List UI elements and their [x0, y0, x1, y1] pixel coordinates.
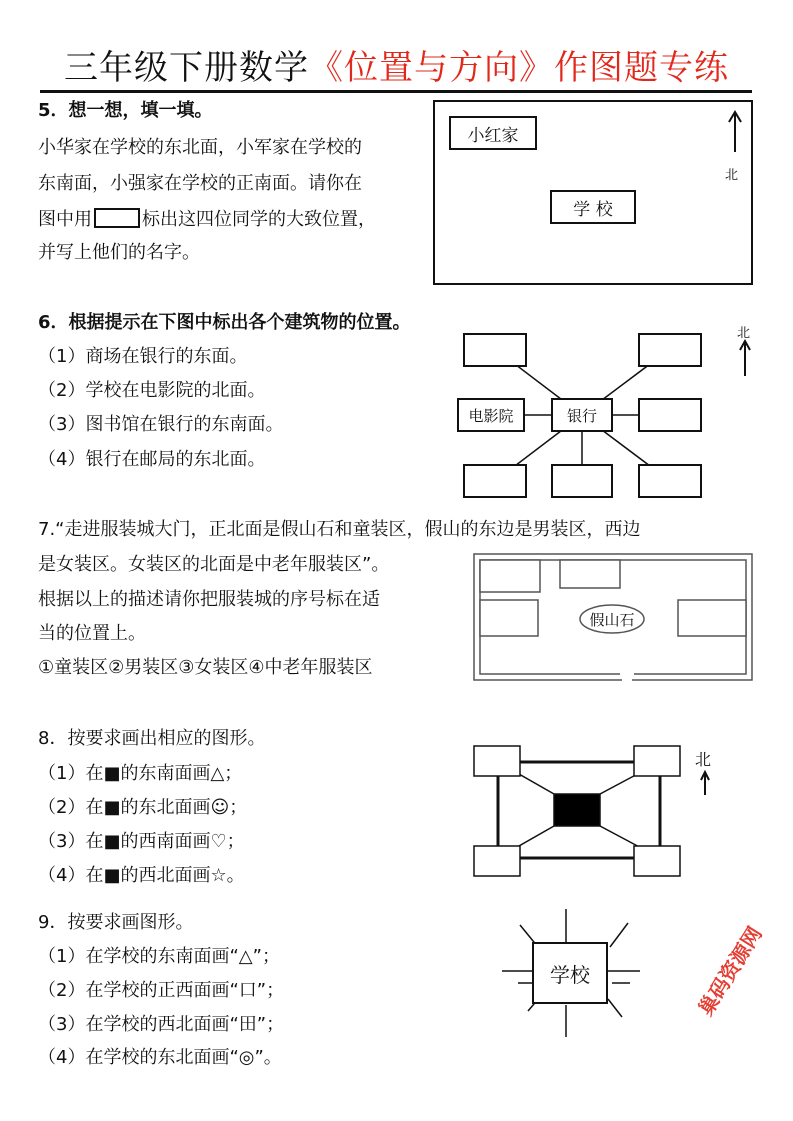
q6-north-arrow-icon — [737, 338, 753, 380]
q6-blank-east — [638, 398, 702, 432]
q8-item-1: （1）在■的东南面画△； — [38, 763, 243, 784]
q5-line3-pre: 图中用 — [38, 209, 92, 230]
q8-item-4: （4）在■的西北面画☆。 — [38, 865, 245, 886]
q8-grid-diagram — [470, 740, 690, 880]
q6-blank-northeast — [638, 333, 702, 367]
bank-box: 银行 — [551, 398, 613, 432]
q5-text-line4: 并写上他们的名字。 — [38, 242, 200, 263]
q6-item-3: （3）图书馆在银行的东南面。 — [38, 414, 284, 435]
title-black-part: 三年级下册数学 — [64, 48, 309, 88]
q6-blank-northwest — [463, 333, 527, 367]
q9-school-box: 学校 — [532, 942, 608, 1004]
q7-text-line2: 是女装区。女装区的北面是中老年服装区”。 — [38, 554, 390, 575]
q6-blank-southeast — [638, 464, 702, 498]
q6-item-1: （1）商场在银行的东面。 — [38, 346, 248, 367]
q7-text-line1: 7.“走进服装城大门，正北面是假山石和童装区，假山的东边是男装区，西边 — [38, 519, 641, 540]
center-black-square — [554, 794, 600, 826]
q6-heading: 6．根据提示在下图中标出各个建筑物的位置。 — [38, 312, 411, 333]
title-red-part: 《位置与方向》作图题专练 — [309, 48, 729, 88]
cinema-box: 电影院 — [457, 398, 525, 432]
q8-item-2: （2）在■的东北面画☺； — [38, 797, 248, 818]
rock-label: 假山石 — [589, 611, 635, 629]
q5-text-line2: 东南面，小强家在学校的正南面。请你在 — [38, 173, 362, 194]
q9-item-4: （4）在学校的东北面画“◎”。 — [38, 1047, 282, 1068]
q9-item-2: （2）在学校的正西面画“口”； — [38, 980, 285, 1001]
q8-north-arrow-icon — [697, 770, 713, 798]
q8-north-label: 北 — [695, 750, 712, 769]
q8-item-3: （3）在■的西南面画♡； — [38, 831, 245, 852]
school-box: 学 校 — [550, 190, 636, 224]
q7-options: ①童装区②男装区③女装区④中老年服装区 — [38, 657, 373, 678]
q7-text-line3: 根据以上的描述请你把服装城的序号标在适 — [38, 589, 380, 610]
q5-text-line1: 小华家在学校的东北面，小军家在学校的 — [38, 137, 362, 158]
q6-blank-south — [551, 464, 613, 498]
q6-north-label: 北 — [737, 326, 751, 341]
q8-heading: 8．按要求画出相应的图形。 — [38, 728, 266, 749]
north-label: 北 — [725, 168, 739, 183]
q7-text-line4: 当的位置上。 — [38, 623, 146, 644]
q5-heading: 5．想一想，填一填。 — [38, 100, 213, 121]
watermark: 巢码资源网 — [693, 922, 767, 1020]
q6-blank-southwest — [463, 464, 527, 498]
q5-line3-post: 标出这四位同学的大致位置， — [142, 209, 376, 230]
q6-item-4: （4）银行在邮局的东北面。 — [38, 449, 266, 470]
q6-item-2: （2）学校在电影院的北面。 — [38, 380, 266, 401]
q9-heading: 9．按要求画图形。 — [38, 912, 194, 933]
home-box: 小红家 — [449, 116, 537, 150]
q9-item-3: （3）在学校的西北面画“田”； — [38, 1014, 285, 1035]
q9-item-1: （1）在学校的东南面画“△”； — [38, 946, 280, 967]
